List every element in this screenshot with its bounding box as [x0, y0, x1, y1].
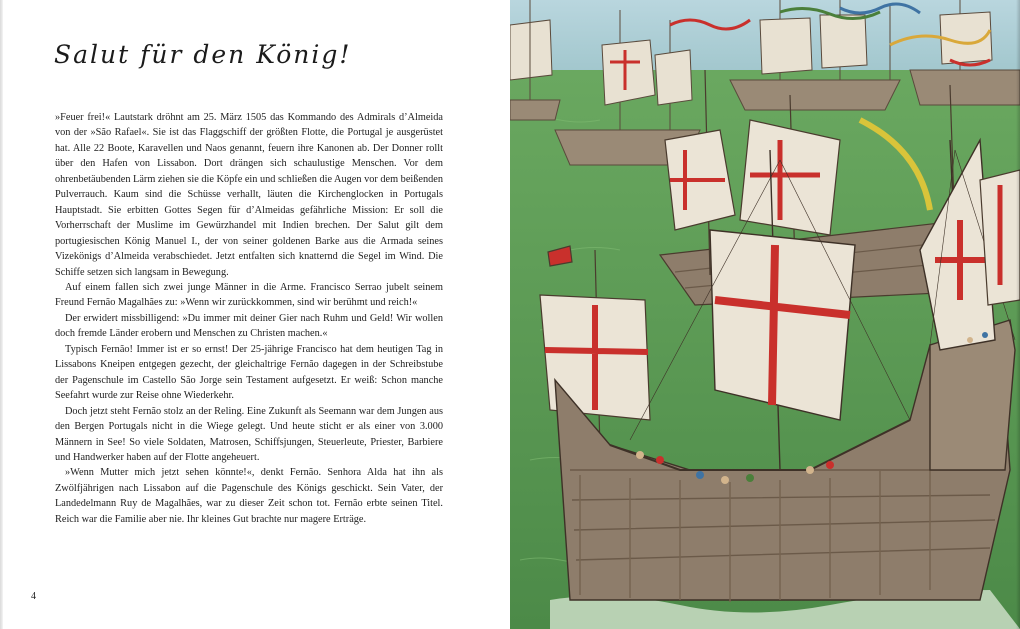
- page-number: 4: [31, 591, 36, 602]
- chapter-body: [55, 110, 443, 527]
- fleet-illustration: [510, 0, 1020, 629]
- paragraph: »Wenn Mutter mich jetzt sehen könnte!«, denkt Fernão. Senhora Alda hat ihn als Zwölfjährigen nach Lissabon auf die Pagenschule des Königs geschickt. Sein Vater, der Landedelmann Ruy de Magalhães, war zu dieser Zeit schon tot. Fernão erbte seinen Titel. Reich war die Familie aber nie. Ihr kleines Gut brachte nur magere Erträge.: [55, 467, 443, 525]
- paragraph: Auf einem fallen sich zwei junge Männer in die Arme. Francisco Serrao jubelt seinem Freund Fernão Magalhães zu: »Wenn wir zurückkommen, sind wir berühmt und reich!«: [55, 281, 443, 309]
- illustration-svg: [510, 0, 1020, 629]
- paragraph: »Feuer frei!« Lautstark dröhnt am 25. März 1505 das Kommando des Admirals d’Almeida von der »São Rafael«. Sie ist das Flaggschiff der größten Flotte, die Portugal je ausgerüstet hat. Alle 22 Boote, Karavellen und Naos genannt, feuern ihre Kanonen ab. Der Donner rollt über den Hafen von Lissabon. Dort drängen sich schaulustige Menschen. Vor dem ohrenbetäubenden Lärm ziehen sie die Köpfe ein und schließen die Augen vor dem beißenden Pulverrauch. Kaum sind die Schüsse verhallt, läuten die Kirchenglocken in Portugals Hauptstadt. Sie erbitten Gottes Segen für d’Almeidas gefährliche Mission: Er soll die Vorherrschaft der Muslime im Gewürzhandel mit Indien brechen. Der Salut gilt dem portugiesischen König Manuel I., der von seiner goldenen Barke aus die Armada seines Vizekönigs d’Almeida verabschiedet. Jetzt entfalten sich knatternd die Segel im Wind. Die Schiffe setzen sich langsam in Bewegung.: [55, 112, 443, 278]
- chapter-title: Salut für den König!: [54, 40, 352, 69]
- book-gutter: [1016, 0, 1020, 629]
- paragraph: Doch jetzt steht Fernão stolz an der Reling. Eine Zukunft als Seemann war dem Jungen aus den Bergen Portugals nicht in die Wiege gelegt. Und heute sticht er als einer von 3.000 Männern in See! So viele Soldaten, Matrosen, Schiffsjungen, Steuerleute, Priester, Barbiere und Handwerker haben auf der Flotte angeheuert.: [55, 405, 443, 463]
- paragraph: Typisch Fernão! Immer ist er so ernst! Der 25-jährige Francisco hat dem heutigen Tag in Lissabons Kneipen entgegen gezecht, der gleichaltrige Fernão dagegen in der Schreibstube der Pagenschule im Castello São Jorge sein Testament aufgesetzt. Er weiß: Schon manche Seefahrt wurde zur Reise ohne Wiederkehr.: [55, 343, 443, 402]
- paragraph: Der erwidert missbilligend: »Du immer mit deiner Gier nach Ruhm und Geld! Wir wollen doch fremde Länder erobern und Menschen zu Christen machen.«: [55, 312, 443, 340]
- page-edge: [0, 0, 3, 629]
